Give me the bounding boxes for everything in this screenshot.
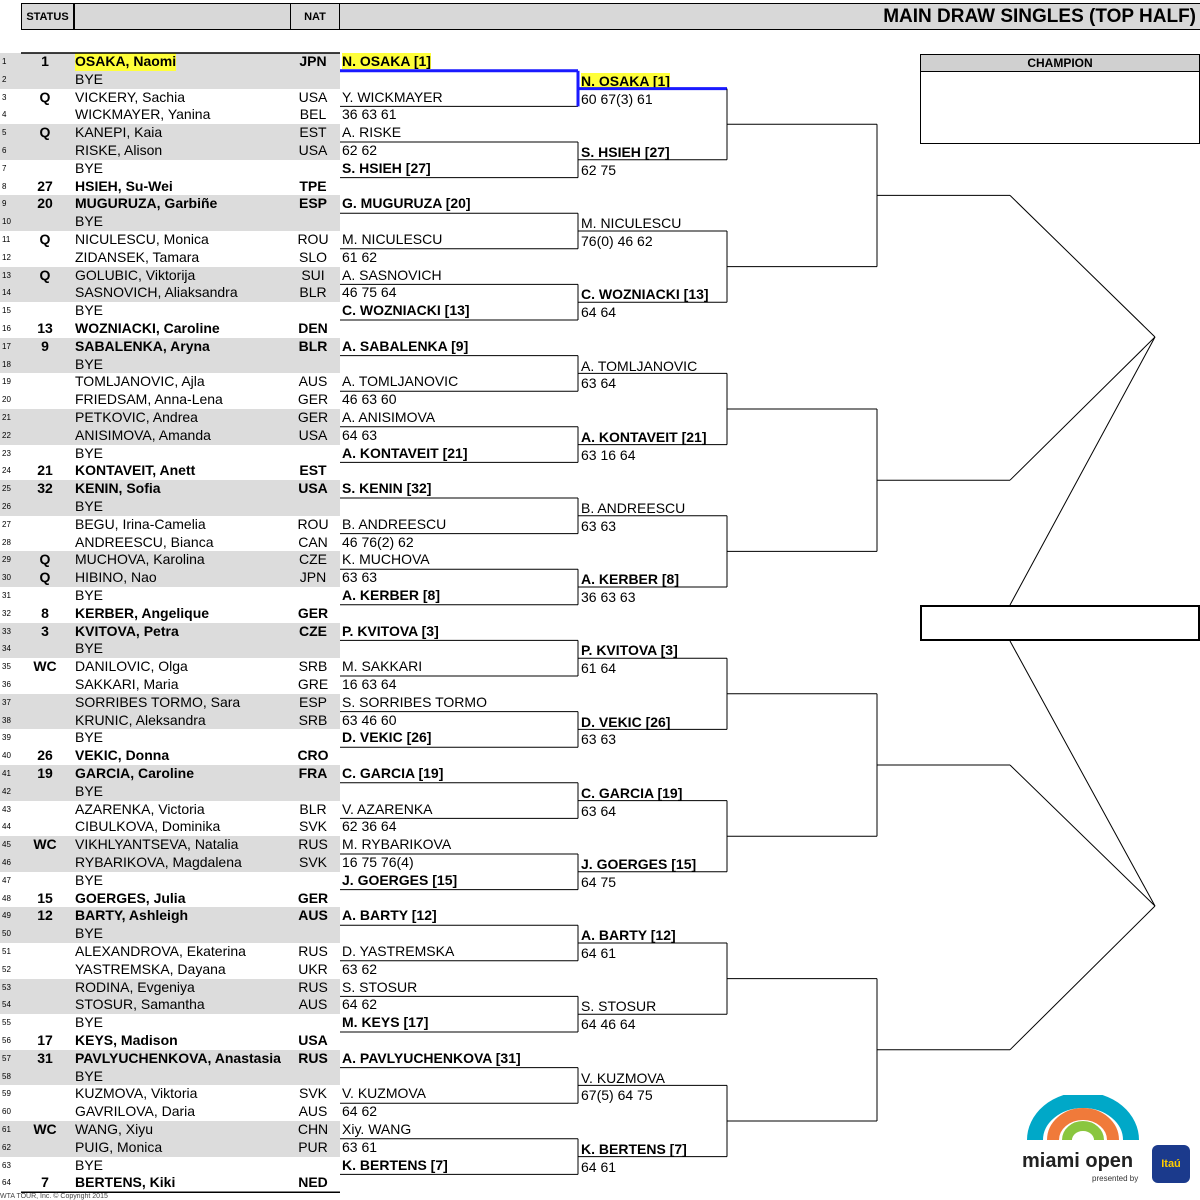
player-name: BYE — [75, 159, 104, 176]
player-nationality: USA — [298, 88, 328, 105]
player-name: OSAKA, Naomi — [75, 53, 177, 69]
draw-position: 35 — [2, 662, 11, 672]
status-column-header: STATUS — [21, 3, 74, 30]
player-nationality: BLR — [299, 800, 327, 817]
round-2-winner: C. WOZNIACKI [13] — [581, 286, 709, 303]
round-2-winner: A. KONTAVEIT [21] — [581, 428, 707, 445]
round-2-score: 62 75 — [581, 161, 617, 178]
player-nationality: RUS — [298, 1049, 328, 1066]
player-nationality: CAN — [298, 533, 328, 550]
round-2-score: 60 67(3) 61 — [581, 90, 653, 107]
round-1-winner: B. ANDREESCU — [342, 515, 447, 532]
round-1-winner: M. SAKKARI — [342, 658, 423, 675]
draw-position: 4 — [2, 110, 7, 120]
round-2-score: 63 63 — [581, 517, 617, 534]
player-nationality: CZE — [299, 551, 327, 568]
player-name: KONTAVEIT, Anett — [75, 462, 196, 479]
draw-position: 23 — [2, 448, 11, 458]
logo-presented-by: presented by — [1092, 1174, 1139, 1183]
round-2-winner: A. KERBER [8] — [581, 571, 680, 588]
player-nationality: RUS — [298, 836, 328, 853]
player-name: BYE — [75, 1014, 104, 1031]
round-1-winner: V. KUZMOVA — [342, 1085, 427, 1102]
player-status: 19 — [37, 765, 53, 781]
draw-position: 25 — [2, 484, 11, 494]
player-nationality: GER — [297, 604, 329, 621]
draw-position: 53 — [2, 982, 11, 992]
player-status: 13 — [37, 320, 53, 336]
player-name: BYE — [75, 498, 104, 514]
player-nationality: SVK — [298, 1085, 327, 1102]
player-nationality: SRB — [298, 658, 328, 675]
player-name: KUZMOVA, Viktoria — [75, 1085, 198, 1102]
round-2-winner: S. HSIEH [27] — [581, 144, 670, 160]
player-name: KANEPI, Kaia — [75, 124, 163, 141]
round-1-winner: D. YASTREMSKA — [342, 943, 455, 959]
player-name: WICKMAYER, Yanina — [75, 106, 211, 123]
draw-position: 15 — [2, 306, 11, 316]
draw-position: 21 — [2, 413, 11, 422]
round-2-score: 64 61 — [581, 1158, 617, 1175]
player-name: GARCIA, Caroline — [75, 765, 195, 781]
round-1-winner: A. SABALENKA [9] — [342, 337, 469, 354]
player-status: 20 — [37, 195, 53, 212]
draw-position: 36 — [2, 680, 11, 689]
player-name: VEKIC, Donna — [75, 747, 170, 764]
draw-position: 5 — [2, 128, 7, 138]
player-name: VICKERY, Sachia — [75, 88, 185, 105]
round-1-winner: K. MUCHOVA — [342, 551, 430, 568]
draw-position: 41 — [2, 769, 11, 778]
player-status: 7 — [41, 1174, 49, 1191]
player-nationality: EST — [299, 124, 327, 141]
round-2-score: 61 64 — [581, 660, 617, 677]
round-2-winner: B. ANDREESCU — [581, 500, 686, 516]
player-status: Q — [39, 569, 51, 586]
round-2-score: 36 63 63 — [581, 589, 636, 605]
draw-position: 54 — [2, 1000, 11, 1010]
round-2-winner: D. VEKIC [26] — [581, 713, 671, 730]
draw-position: 39 — [2, 733, 11, 743]
draw-position: 62 — [2, 1142, 11, 1152]
round-2-score: 63 16 64 — [581, 446, 636, 463]
player-status: WC — [33, 658, 57, 675]
champion-label: CHAMPION — [921, 55, 1199, 72]
player-status: 27 — [37, 177, 53, 194]
player-nationality: ESP — [298, 693, 327, 710]
round-1-winner: N. OSAKA [1] — [342, 53, 431, 69]
nat-column-header: NAT — [290, 3, 340, 30]
round-2-score: 63 64 — [581, 802, 617, 819]
draw-position: 47 — [2, 875, 11, 885]
player-nationality: PUR — [298, 1138, 328, 1155]
player-nationality: USA — [298, 426, 328, 443]
draw-position: 37 — [2, 697, 11, 707]
player-status: 12 — [37, 907, 53, 924]
draw-position: 57 — [2, 1053, 11, 1063]
round-1-score: 63 61 — [342, 1138, 378, 1155]
player-status: Q — [39, 266, 51, 283]
draw-position: 19 — [2, 377, 11, 387]
player-name: VIKHLYANTSEVA, Natalia — [75, 836, 239, 853]
final-slot-box — [920, 605, 1200, 641]
player-name: BYE — [75, 729, 104, 746]
draw-position: 60 — [2, 1107, 11, 1117]
round-1-winner: J. GOERGES [15] — [342, 871, 458, 888]
draw-position: 3 — [2, 92, 7, 102]
player-status: 8 — [41, 604, 49, 621]
draw-position: 2 — [2, 74, 7, 84]
player-name: MUGURUZA, Garbiñe — [75, 195, 218, 212]
round-1-winner: S. STOSUR — [342, 978, 418, 995]
draw-position: 7 — [2, 163, 7, 173]
draw-position: 27 — [2, 519, 11, 529]
player-status: 1 — [41, 53, 49, 69]
round-1-score: 62 62 — [342, 142, 378, 158]
round-2-winner: C. GARCIA [19] — [581, 784, 683, 801]
player-nationality: ROU — [297, 231, 329, 247]
draw-position: 20 — [2, 395, 11, 405]
player-nationality: GRE — [297, 676, 329, 692]
round-2-winner: K. BERTENS [7] — [581, 1140, 687, 1157]
player-nationality: AUS — [298, 907, 328, 924]
player-nationality: JPN — [299, 53, 327, 69]
player-nationality: AUS — [298, 373, 328, 390]
round-1-score: 63 62 — [342, 960, 378, 977]
draw-position: 18 — [2, 359, 11, 369]
player-name: GAVRILOVA, Daria — [75, 1103, 196, 1120]
round-1-winner: P. KVITOVA [3] — [342, 622, 439, 639]
draw-position: 32 — [2, 608, 11, 618]
draw-position: 58 — [2, 1071, 11, 1081]
player-status: 32 — [37, 480, 53, 497]
draw-position: 8 — [2, 181, 7, 191]
player-name: WANG, Xiyu — [75, 1121, 154, 1137]
player-name: SAKKARI, Maria — [75, 676, 179, 692]
draw-position: 6 — [2, 146, 7, 155]
player-nationality: NED — [298, 1174, 328, 1191]
player-nationality: TPE — [299, 177, 327, 194]
player-name: PETKOVIC, Andrea — [75, 409, 198, 425]
draw-position: 14 — [2, 288, 11, 298]
player-status: 26 — [37, 747, 53, 764]
draw-position: 13 — [2, 270, 11, 280]
round-1-winner: A. PAVLYUCHENKOVA [31] — [342, 1049, 521, 1066]
player-name: WOZNIACKI, Caroline — [75, 320, 220, 336]
round-2-winner: N. OSAKA [1] — [581, 72, 670, 89]
player-name: PAVLYUCHENKOVA, Anastasia — [75, 1049, 281, 1066]
player-name: BYE — [75, 640, 104, 657]
player-name: ALEXANDROVA, Ekaterina — [75, 943, 246, 959]
round-1-score: 16 63 64 — [342, 676, 397, 692]
player-name: KEYS, Madison — [75, 1032, 178, 1048]
draw-position: 10 — [2, 217, 11, 227]
sponsor-logo: Itaú — [1152, 1145, 1190, 1183]
draw-position: 50 — [2, 929, 11, 939]
player-name: ZIDANSEK, Tamara — [75, 248, 200, 265]
draw-position: 46 — [2, 858, 11, 867]
player-name: BYE — [75, 302, 104, 319]
player-nationality: GER — [297, 391, 329, 408]
player-nationality: AUS — [298, 1103, 328, 1120]
player-nationality: GER — [297, 409, 329, 425]
round-2-winner: V. KUZMOVA — [581, 1069, 666, 1086]
player-name: YASTREMSKA, Dayana — [75, 960, 226, 977]
round-1-score: 64 63 — [342, 426, 378, 443]
player-nationality: CZE — [299, 622, 327, 639]
player-name: MUCHOVA, Karolina — [75, 551, 205, 568]
player-name: SASNOVICH, Aliaksandra — [75, 284, 238, 301]
player-status: Q — [39, 551, 51, 568]
draw-position: 33 — [2, 626, 11, 636]
round-2-winner: J. GOERGES [15] — [581, 856, 697, 872]
champion-box — [920, 54, 1200, 144]
player-name: FRIEDSAM, Anna-Lena — [75, 391, 223, 408]
logo-brand-text: miami open — [1022, 1150, 1134, 1172]
player-name: KERBER, Angelique — [75, 604, 210, 621]
draw-position: 1 — [2, 57, 7, 66]
player-nationality: USA — [298, 1032, 328, 1048]
round-1-winner: A. RISKE — [342, 124, 402, 141]
player-name: NICULESCU, Monica — [75, 231, 209, 247]
player-name: CIBULKOVA, Dominika — [75, 818, 221, 835]
player-name: PUIG, Monica — [75, 1138, 163, 1155]
player-nationality: ROU — [297, 515, 329, 532]
draw-position: 29 — [2, 555, 11, 565]
round-1-score: 63 63 — [342, 569, 378, 586]
round-1-score: 64 62 — [342, 1103, 378, 1120]
player-nationality: BLR — [299, 284, 327, 301]
draw-position: 30 — [2, 573, 11, 583]
player-nationality: CHN — [297, 1121, 329, 1137]
player-name: RODINA, Evgeniya — [75, 978, 195, 995]
player-name: BARTY, Ashleigh — [75, 907, 189, 924]
player-status: Q — [39, 88, 51, 105]
player-nationality: SUI — [301, 266, 325, 283]
player-nationality: AUS — [298, 996, 328, 1013]
round-1-winner: C. GARCIA [19] — [342, 765, 444, 781]
draw-position: 34 — [2, 644, 11, 654]
round-1-winner: A. KONTAVEIT [21] — [342, 444, 468, 461]
round-1-winner: M. NICULESCU — [342, 231, 443, 247]
player-nationality: JPN — [299, 569, 327, 586]
player-nationality: CRO — [297, 747, 329, 764]
draw-position: 55 — [2, 1018, 11, 1028]
copyright-text: WTA TOUR, Inc. © Copyright 2015 — [0, 1193, 108, 1200]
draw-position: 9 — [2, 199, 7, 209]
draw-position: 16 — [2, 324, 11, 333]
semifinal-line — [1010, 195, 1155, 337]
player-name: BYE — [75, 444, 104, 461]
draw-position: 12 — [2, 252, 11, 262]
draw-position: 52 — [2, 964, 11, 974]
semifinal-line — [1010, 641, 1155, 906]
player-status: Q — [39, 124, 51, 141]
round-1-score: 62 36 64 — [342, 818, 397, 835]
player-nationality: EST — [299, 462, 327, 479]
round-1-winner: M. KEYS [17] — [342, 1014, 429, 1031]
draw-position: 56 — [2, 1036, 11, 1045]
round-1-winner: K. BERTENS [7] — [342, 1156, 448, 1173]
player-nationality: RUS — [298, 978, 328, 995]
player-name: BYE — [75, 925, 104, 942]
player-name: BYE — [75, 1067, 104, 1084]
round-1-winner: S. KENIN [32] — [342, 480, 432, 497]
round-2-winner: S. STOSUR — [581, 998, 657, 1015]
player-name: RISKE, Alison — [75, 142, 163, 158]
draw-position: 48 — [2, 893, 11, 903]
round-1-winner: S. HSIEH [27] — [342, 159, 431, 176]
player-name: TOMLJANOVIC, Ajla — [75, 373, 205, 390]
player-name: BYE — [75, 213, 104, 230]
draw-position: 64 — [2, 1178, 11, 1188]
round-1-winner: A. ANISIMOVA — [342, 409, 436, 425]
player-nationality: FRA — [298, 765, 328, 781]
draw-position: 43 — [2, 804, 11, 814]
draw-position: 11 — [2, 235, 11, 244]
round-1-score: 64 62 — [342, 996, 378, 1013]
round-2-score: 64 64 — [581, 304, 617, 321]
round-1-winner: M. RYBARIKOVA — [342, 836, 452, 853]
player-name: KVITOVA, Petra — [75, 622, 179, 639]
draw-position: 26 — [2, 502, 11, 511]
round-2-score: 64 46 64 — [581, 1016, 636, 1033]
draw-position: 28 — [2, 537, 11, 547]
round-1-score: 36 63 61 — [342, 106, 397, 123]
draw-position: 40 — [2, 751, 11, 761]
semifinal-line — [1010, 765, 1155, 906]
player-status: 15 — [37, 889, 53, 906]
round-2-score: 63 64 — [581, 375, 617, 392]
round-2-score: 64 61 — [581, 945, 617, 961]
round-1-winner: A. KERBER [8] — [342, 587, 441, 603]
player-name: KENIN, Sofia — [75, 480, 161, 497]
player-name: HIBINO, Nao — [75, 569, 157, 586]
draw-position: 61 — [2, 1125, 11, 1134]
round-2-winner: P. KVITOVA [3] — [581, 642, 678, 659]
round-1-score: 63 46 60 — [342, 711, 397, 728]
player-nationality: USA — [298, 480, 328, 497]
draw-position: 38 — [2, 715, 11, 725]
player-name: BEGU, Irina-Camelia — [75, 515, 206, 532]
draw-position: 51 — [2, 947, 11, 956]
player-nationality: SVK — [298, 854, 327, 870]
round-1-winner: D. VEKIC [26] — [342, 729, 432, 746]
round-1-winner: Y. WICKMAYER — [342, 88, 443, 105]
draw-position: 31 — [2, 591, 11, 600]
player-status: 3 — [41, 622, 49, 639]
player-name: AZARENKA, Victoria — [75, 800, 205, 817]
semifinal-line — [1010, 337, 1155, 605]
round-1-winner: S. SORRIBES TORMO — [342, 693, 487, 710]
player-name: DANILOVIC, Olga — [75, 658, 188, 675]
round-2-score: 64 75 — [581, 873, 617, 890]
player-status: 31 — [37, 1049, 53, 1066]
round-2-winner: A. BARTY [12] — [581, 927, 676, 944]
round-2-score: 76(0) 46 62 — [581, 233, 653, 249]
draw-position: 17 — [2, 341, 11, 351]
round-1-winner: A. SASNOVICH — [342, 266, 442, 283]
round-1-winner: A. TOMLJANOVIC — [342, 373, 459, 390]
round-1-score: 61 62 — [342, 248, 378, 265]
draw-position: 22 — [2, 430, 11, 440]
round-1-winner: G. MUGURUZA [20] — [342, 195, 471, 212]
player-nationality: SRB — [298, 711, 328, 728]
round-1-winner: C. WOZNIACKI [13] — [342, 302, 470, 319]
round-1-winner: A. BARTY [12] — [342, 907, 437, 924]
player-nationality: DEN — [298, 320, 328, 336]
player-nationality: BLR — [298, 337, 328, 354]
player-name: ANDREESCU, Bianca — [75, 533, 214, 550]
player-status: 17 — [37, 1032, 53, 1048]
player-nationality: GER — [297, 889, 329, 906]
player-status: 9 — [41, 337, 49, 354]
round-2-winner: A. TOMLJANOVIC — [581, 357, 698, 374]
player-status: Q — [39, 231, 51, 247]
player-name: BYE — [75, 587, 104, 603]
player-name: BYE — [75, 871, 104, 888]
round-1-score: 46 76(2) 62 — [342, 533, 414, 550]
player-nationality: SLO — [298, 248, 327, 265]
player-name: BERTENS, Kiki — [75, 1174, 176, 1191]
semifinal-line — [1010, 337, 1155, 480]
round-2-score: 63 63 — [581, 731, 617, 748]
player-nationality: USA — [298, 142, 328, 158]
round-2-score: 67(5) 64 75 — [581, 1087, 653, 1104]
player-status: WC — [33, 836, 57, 853]
round-1-winner: Xiy. WANG — [342, 1121, 412, 1137]
round-2-winner: M. NICULESCU — [581, 215, 682, 232]
player-name: GOLUBIC, Viktorija — [75, 266, 196, 283]
player-name: HSIEH, Su-Wei — [75, 177, 173, 194]
player-name: STOSUR, Samantha — [75, 996, 205, 1013]
draw-position: 45 — [2, 840, 11, 850]
round-1-score: 46 63 60 — [342, 391, 397, 408]
player-nationality: RUS — [298, 943, 328, 959]
player-name: ANISIMOVA, Amanda — [75, 426, 211, 443]
round-1-winner: V. AZARENKA — [342, 800, 433, 817]
draw-position: 59 — [2, 1089, 11, 1099]
draw-position: 63 — [2, 1160, 11, 1170]
player-status: 21 — [37, 462, 53, 479]
player-name: BYE — [75, 1156, 104, 1173]
player-name: BYE — [75, 782, 104, 799]
player-name: SORRIBES TORMO, Sara — [75, 693, 241, 710]
player-nationality: SVK — [298, 818, 327, 835]
player-name: BYE — [75, 355, 104, 372]
round-1-score: 46 75 64 — [342, 284, 397, 301]
draw-position: 42 — [2, 786, 11, 796]
semifinal-line — [1010, 906, 1155, 1050]
player-name: GOERGES, Julia — [75, 889, 186, 906]
draw-position: 44 — [2, 822, 11, 832]
player-name: BYE — [75, 70, 104, 87]
round-1-score: 16 75 76(4) — [342, 854, 414, 870]
draw-position: 24 — [2, 466, 11, 476]
player-nationality: UKR — [298, 960, 328, 977]
player-status: WC — [33, 1121, 57, 1137]
draw-title: MAIN DRAW SINGLES (TOP HALF) — [339, 3, 1200, 30]
player-name: SABALENKA, Aryna — [75, 337, 210, 354]
player-name: KRUNIC, Aleksandra — [75, 711, 206, 728]
player-name: RYBARIKOVA, Magdalena — [75, 854, 242, 870]
player-nationality: BEL — [299, 106, 327, 123]
player-nationality: ESP — [298, 195, 327, 212]
draw-position: 49 — [2, 911, 11, 921]
